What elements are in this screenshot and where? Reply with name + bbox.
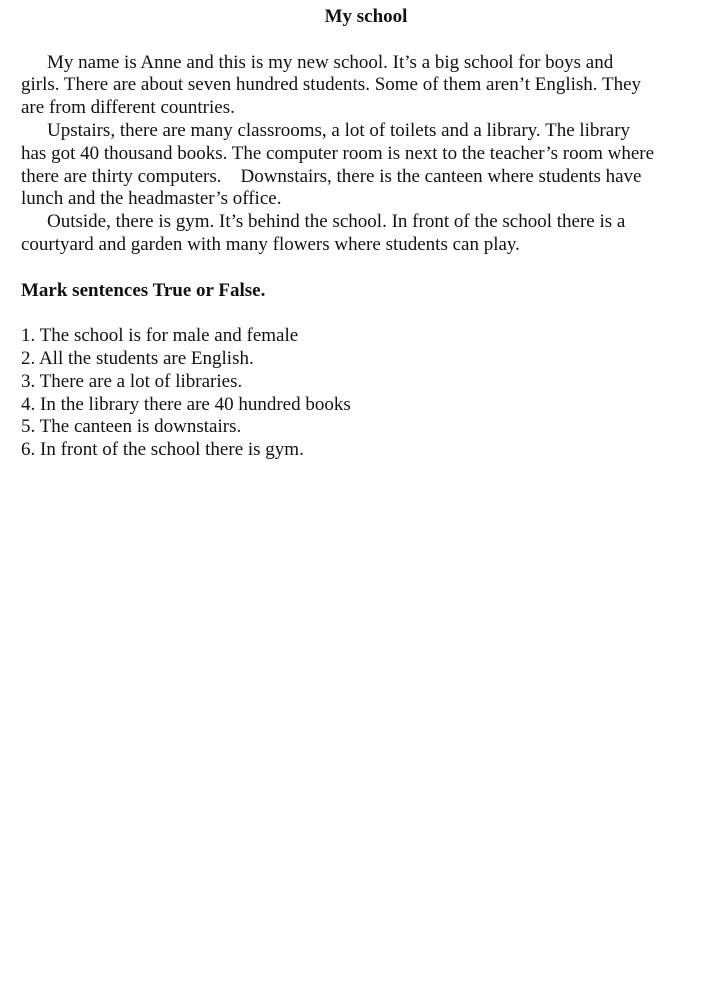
document-title: My school [324,6,408,27]
exercise-heading: Mark sentences True or False. [21,279,266,301]
statement-item: 6. In front of the school there is gym. [21,439,304,461]
statement-item: 5. The canteen is downstairs. [21,416,242,438]
statement-item: 1. The school is for male and female [21,325,299,347]
text-line: My name is Anne and this is my new school. It’s a big school for boys and [47,51,614,73]
statement-item: 3. There are a lot of libraries. [21,370,243,392]
text-line: lunch and the headmaster’s office. [21,188,282,210]
statement-item: 2. All the students are English. [21,347,254,369]
text-line: courtyard and garden with many flowers where students can play. [21,233,520,255]
text-line: are from different countries. [21,97,235,119]
spacer [21,257,711,280]
text-line: has got 40 thousand books. The computer room is next to the teacher’s room where [21,142,655,164]
spacer [21,29,711,52]
spacer [21,302,711,325]
reading-text [21,52,711,257]
text-line: Upstairs, there are many classrooms, a lot of toilets and a library. The library [47,119,631,141]
text-line: there are thirty computers. Downstairs, there is the canteen where students have [21,165,642,187]
text-line: girls. There are about seven hundred students. Some of them aren’t English. They [21,74,641,96]
document-page [21,6,711,462]
statement-list [21,325,711,462]
statement-item: 4. In the library there are 40 hundred books [21,393,351,415]
text-line: Outside, there is gym. It’s behind the school. In front of the school there is a [47,211,626,233]
